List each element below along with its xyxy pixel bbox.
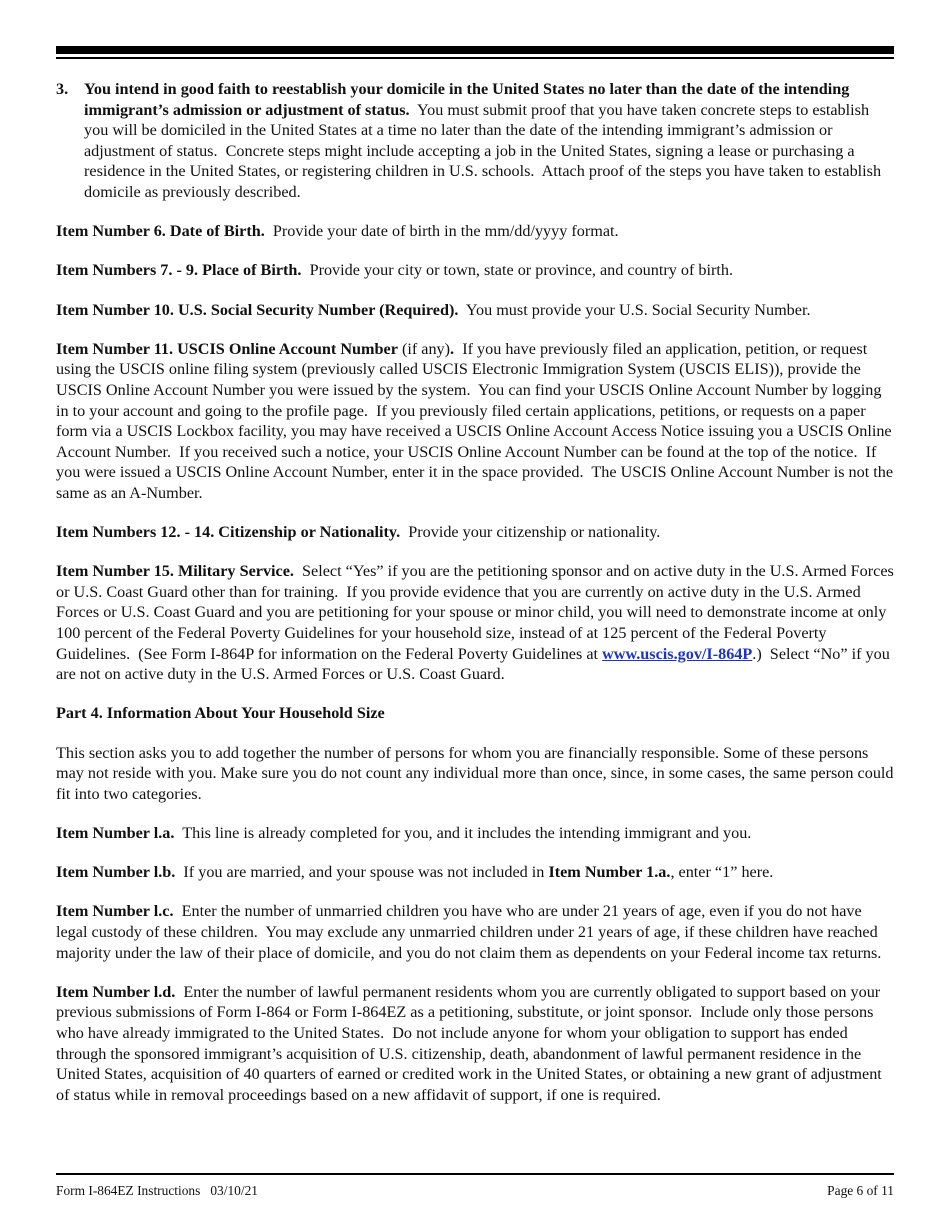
item-1c-heading: Item Number l.c. [56, 902, 174, 921]
item-1c-text: Enter the number of unmarried children you have who are under 21 years of age, even if you do not have legal custody of these children. You may exclude any unmarried children under 21 years of age, if these children have reached majority under the law of their place of domicile, and you do not claim them as dependents on your Federal income tax returns. [56, 902, 882, 962]
item-1a-heading: Item Number l.a. [56, 823, 175, 842]
item-6-heading: Item Number 6. Date of Birth. [56, 222, 265, 241]
footer-page-number: Page 6 of 11 [827, 1183, 894, 1198]
item-1b-text-end: , enter “1” here. [670, 863, 774, 882]
top-rule-thick [56, 46, 894, 54]
footer-rule [56, 1173, 894, 1175]
item-11-if-any: (if any) [397, 339, 451, 358]
item-15-heading: Item Number 15. Military Service. [56, 562, 294, 581]
uscis-i864p-link[interactable]: www.uscis.gov/I-864P [602, 644, 753, 663]
item-11-heading: Item Number 11. USCIS Online Account Number [56, 339, 398, 358]
item-1d-paragraph [56, 982, 896, 1106]
item-12-14-heading: Item Numbers 12. - 14. Citizenship or Nationality. [56, 523, 401, 542]
item-7-9-heading: Item Numbers 7. - 9. Place of Birth. [56, 261, 302, 280]
item-1c-paragraph [56, 901, 896, 963]
item-1b-text: If you are married, and your spouse was not included in [175, 863, 549, 882]
item-11-paragraph [56, 339, 896, 504]
instructions-content [56, 79, 896, 1124]
item-1a-text: This line is already completed for you, and it includes the intending immigrant and you. [174, 823, 752, 842]
item-10-paragraph [56, 300, 896, 321]
item-15-text: Select “Yes” if you are the petitioning sponsor and on active duty in the U.S. Armed Forces or U.S. Coast Guard other than for training. If you provide evidence that you are currently on active duty in the U.S. Armed Forces or U.S. Coast Guard and you are petitioning for your spouse or minor child, you will need to demonstrate income at only 100 percent of the Federal Poverty Guidelines for your household size, instead of at 125 percent of the Federal Poverty Guidelines. (See Form I-864P for information on the Federal Poverty Guidelines at [56, 562, 898, 663]
item-1a-paragraph [56, 823, 896, 844]
item-11-text: If you have previously filed an application, petition, or request using the USCIS online filing system (previously called USCIS Electronic Immigration System (USCIS ELIS)), provide the USCIS Online Account Number you were issued by the system. You can find your USCIS Online Account Number by logging in to your account and going to the profile page. If you previously filed certain applications, petitions, or requests on a paper form via a USCIS Lockbox facility, you may have received a USCIS Online Account Access Notice issuing you a USCIS Online Account Number. If you received such a notice, your USCIS Online Account Number can be found at the top of the notice. If you were issued a USCIS Online Account Number, enter it in the space provided. The USCIS Online Account Number is not the same as an A-Number. [56, 339, 898, 502]
item-12-14-text: Provide your citizenship or nationality. [400, 523, 661, 542]
item-7-9-text: Provide your city or town, state or province, and country of birth. [301, 261, 734, 280]
item-3-text: You must submit proof that you have taken concrete steps to establish you will be domiciled in the United States at a time no later than the date of the intending immigrant’s admission or adjustment of status. Concrete steps might include accepting a job in the United States, signing a lease or purchasing a residence in the United States, or registering children in U.S. schools. Attach proof of the steps you have taken to establish domicile as previously described. [84, 100, 886, 201]
item-1b-paragraph [56, 862, 896, 883]
item-1d-text: Enter the number of lawful permanent residents whom you are currently obligated to support based on your previous submissions of Form I-864 or Form I-864EZ as a petitioning, substitute, or joint sponsor. Include only those persons who have already immigrated to the United States. Do not include anyone for whom your obligation to support has ended through the sponsored immigrant’s acquisition of U.S. citizenship, death, abandonment of lawful permanent residence in the United States, acquisition of 40 quarters of earned or credited work in the United States, or obtaining a new grant of adjustment of status while in removal proceedings based on a new affidavit of support, if one is required. [56, 982, 886, 1104]
item-10-text: You must provide your U.S. Social Security Number. [458, 300, 811, 319]
footer-form-id: Form I-864EZ Instructions 03/10/21 [56, 1183, 258, 1198]
part-4-intro: This section asks you to add together the number of persons for whom you are financially responsible. Some of these persons may not reside with you. Make sure you do not count any individual more than once, since, in some cases, the same person could fit into two categories. [56, 743, 894, 803]
item-1b-reference: Item Number 1.a. [548, 863, 671, 882]
item-12-14-paragraph [56, 522, 896, 543]
item-3-heading: You intend in good faith to reestablish your domicile in the United States no later than the date of the intending immigrant’s admission or adjustment of status. [84, 80, 850, 119]
item-10-heading: Item Number 10. U.S. Social Security Number (Required). [56, 300, 459, 319]
item-11-heading-period: . [450, 339, 455, 358]
item-3-paragraph [56, 79, 896, 203]
item-7-9-paragraph [56, 260, 896, 281]
item-6-text: Provide your date of birth in the mm/dd/yyyy format. [264, 222, 619, 241]
item-3-body [84, 79, 896, 203]
part-4-heading: Part 4. Information About Your Household Size [56, 704, 385, 723]
item-3-number: 3. [56, 80, 69, 98]
item-15-text-end: .) Select “No” if you are not on active duty in the U.S. Armed Forces or U.S. Coast Guard. [56, 644, 894, 684]
item-1d-heading: Item Number l.d. [56, 982, 176, 1001]
item-6-paragraph [56, 221, 896, 242]
top-rule-thin [56, 57, 894, 59]
item-15-paragraph [56, 561, 896, 685]
item-1b-heading: Item Number l.b. [56, 863, 176, 882]
